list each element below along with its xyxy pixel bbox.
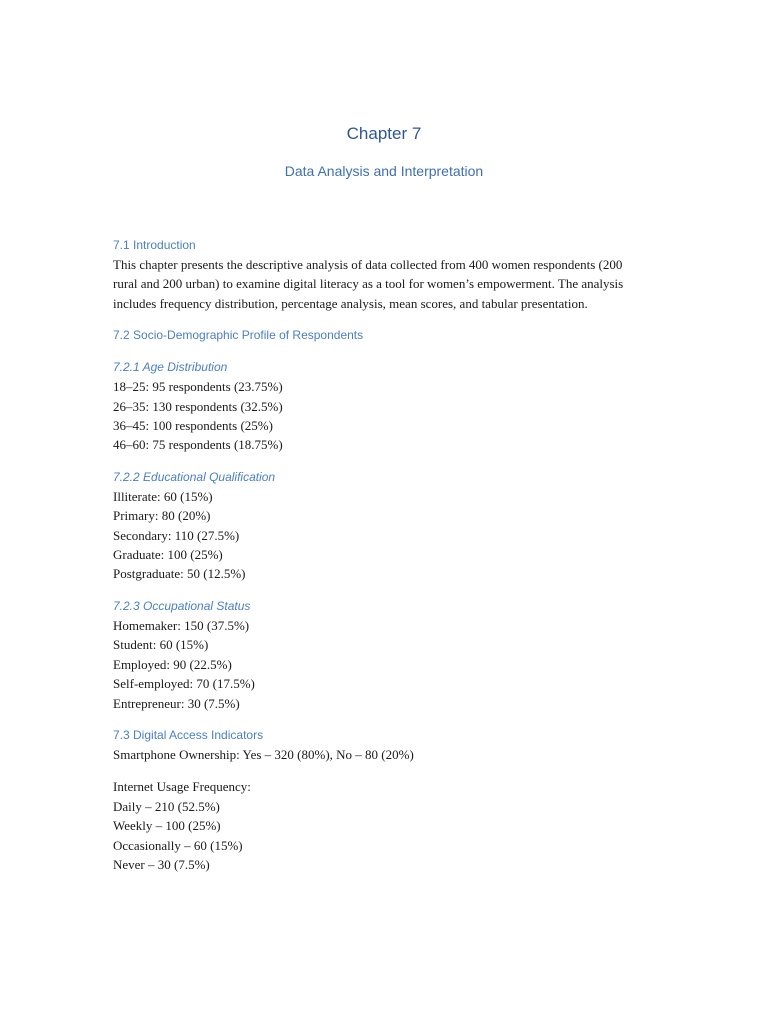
list-item: Entrepreneur: 30 (7.5%) bbox=[113, 695, 240, 711]
list-item: Secondary: 110 (27.5%) bbox=[113, 527, 240, 543]
list-item: Occasionally – 60 (15%) bbox=[113, 837, 243, 853]
list-item: 46–60: 75 respondents (18.75%) bbox=[113, 437, 283, 453]
list-item: Graduate: 100 (25%) bbox=[113, 547, 223, 563]
smartphone-ownership-text: Smartphone Ownership: Yes – 320 (80%), No – 80 (20%) bbox=[113, 746, 414, 762]
list-item: Primary: 80 (20%) bbox=[113, 508, 211, 524]
section-heading-profile: 7.2 Socio-Demographic Profile of Respondents bbox=[113, 328, 364, 343]
list-item: Daily – 210 (52.5%) bbox=[113, 798, 220, 814]
list-item: Weekly – 100 (25%) bbox=[113, 818, 221, 834]
list-item: Illiterate: 60 (15%) bbox=[113, 488, 213, 504]
chapter-title: Chapter 7 bbox=[346, 124, 422, 143]
occupation-list bbox=[113, 616, 643, 713]
subsection-heading-age: 7.2.1 Age Distribution bbox=[113, 360, 228, 375]
list-item: Homemaker: 150 (37.5%) bbox=[113, 617, 250, 633]
section-heading-introduction: 7.1 Introduction bbox=[113, 238, 196, 252]
education-list bbox=[113, 487, 643, 584]
list-item: Never – 30 (7.5%) bbox=[113, 856, 210, 872]
chapter-subtitle: Data Analysis and Interpretation bbox=[284, 163, 484, 179]
list-item: 18–25: 95 respondents (23.75%) bbox=[113, 379, 283, 395]
list-item: Self-employed: 70 (17.5%) bbox=[113, 676, 255, 692]
age-distribution-list bbox=[113, 377, 643, 455]
list-item: Student: 60 (15%) bbox=[113, 637, 209, 653]
subsection-heading-education: 7.2.2 Educational Qualification bbox=[113, 469, 276, 484]
internet-usage-list bbox=[113, 797, 643, 875]
introduction-paragraph: This chapter presents the descriptive analysis of data collected from 400 women respondents (200 rural and 200 urban) to examine digital literacy as a tool for women’s empowerment. The analysis includes frequency distribution, percentage analysis, mean scores, and tabular presentation. bbox=[113, 257, 624, 311]
list-item: Postgraduate: 50 (12.5%) bbox=[113, 566, 246, 582]
chapter-body bbox=[113, 236, 643, 874]
section-heading-digital-access: 7.3 Digital Access Indicators bbox=[113, 727, 264, 742]
list-item: 36–45: 100 respondents (25%) bbox=[113, 418, 273, 434]
internet-usage-label: Internet Usage Frequency: bbox=[113, 779, 251, 795]
list-item: 26–35: 130 respondents (32.5%) bbox=[113, 398, 283, 414]
subsection-heading-occupation: 7.2.3 Occupational Status bbox=[113, 598, 251, 613]
list-item: Employed: 90 (22.5%) bbox=[113, 656, 232, 672]
